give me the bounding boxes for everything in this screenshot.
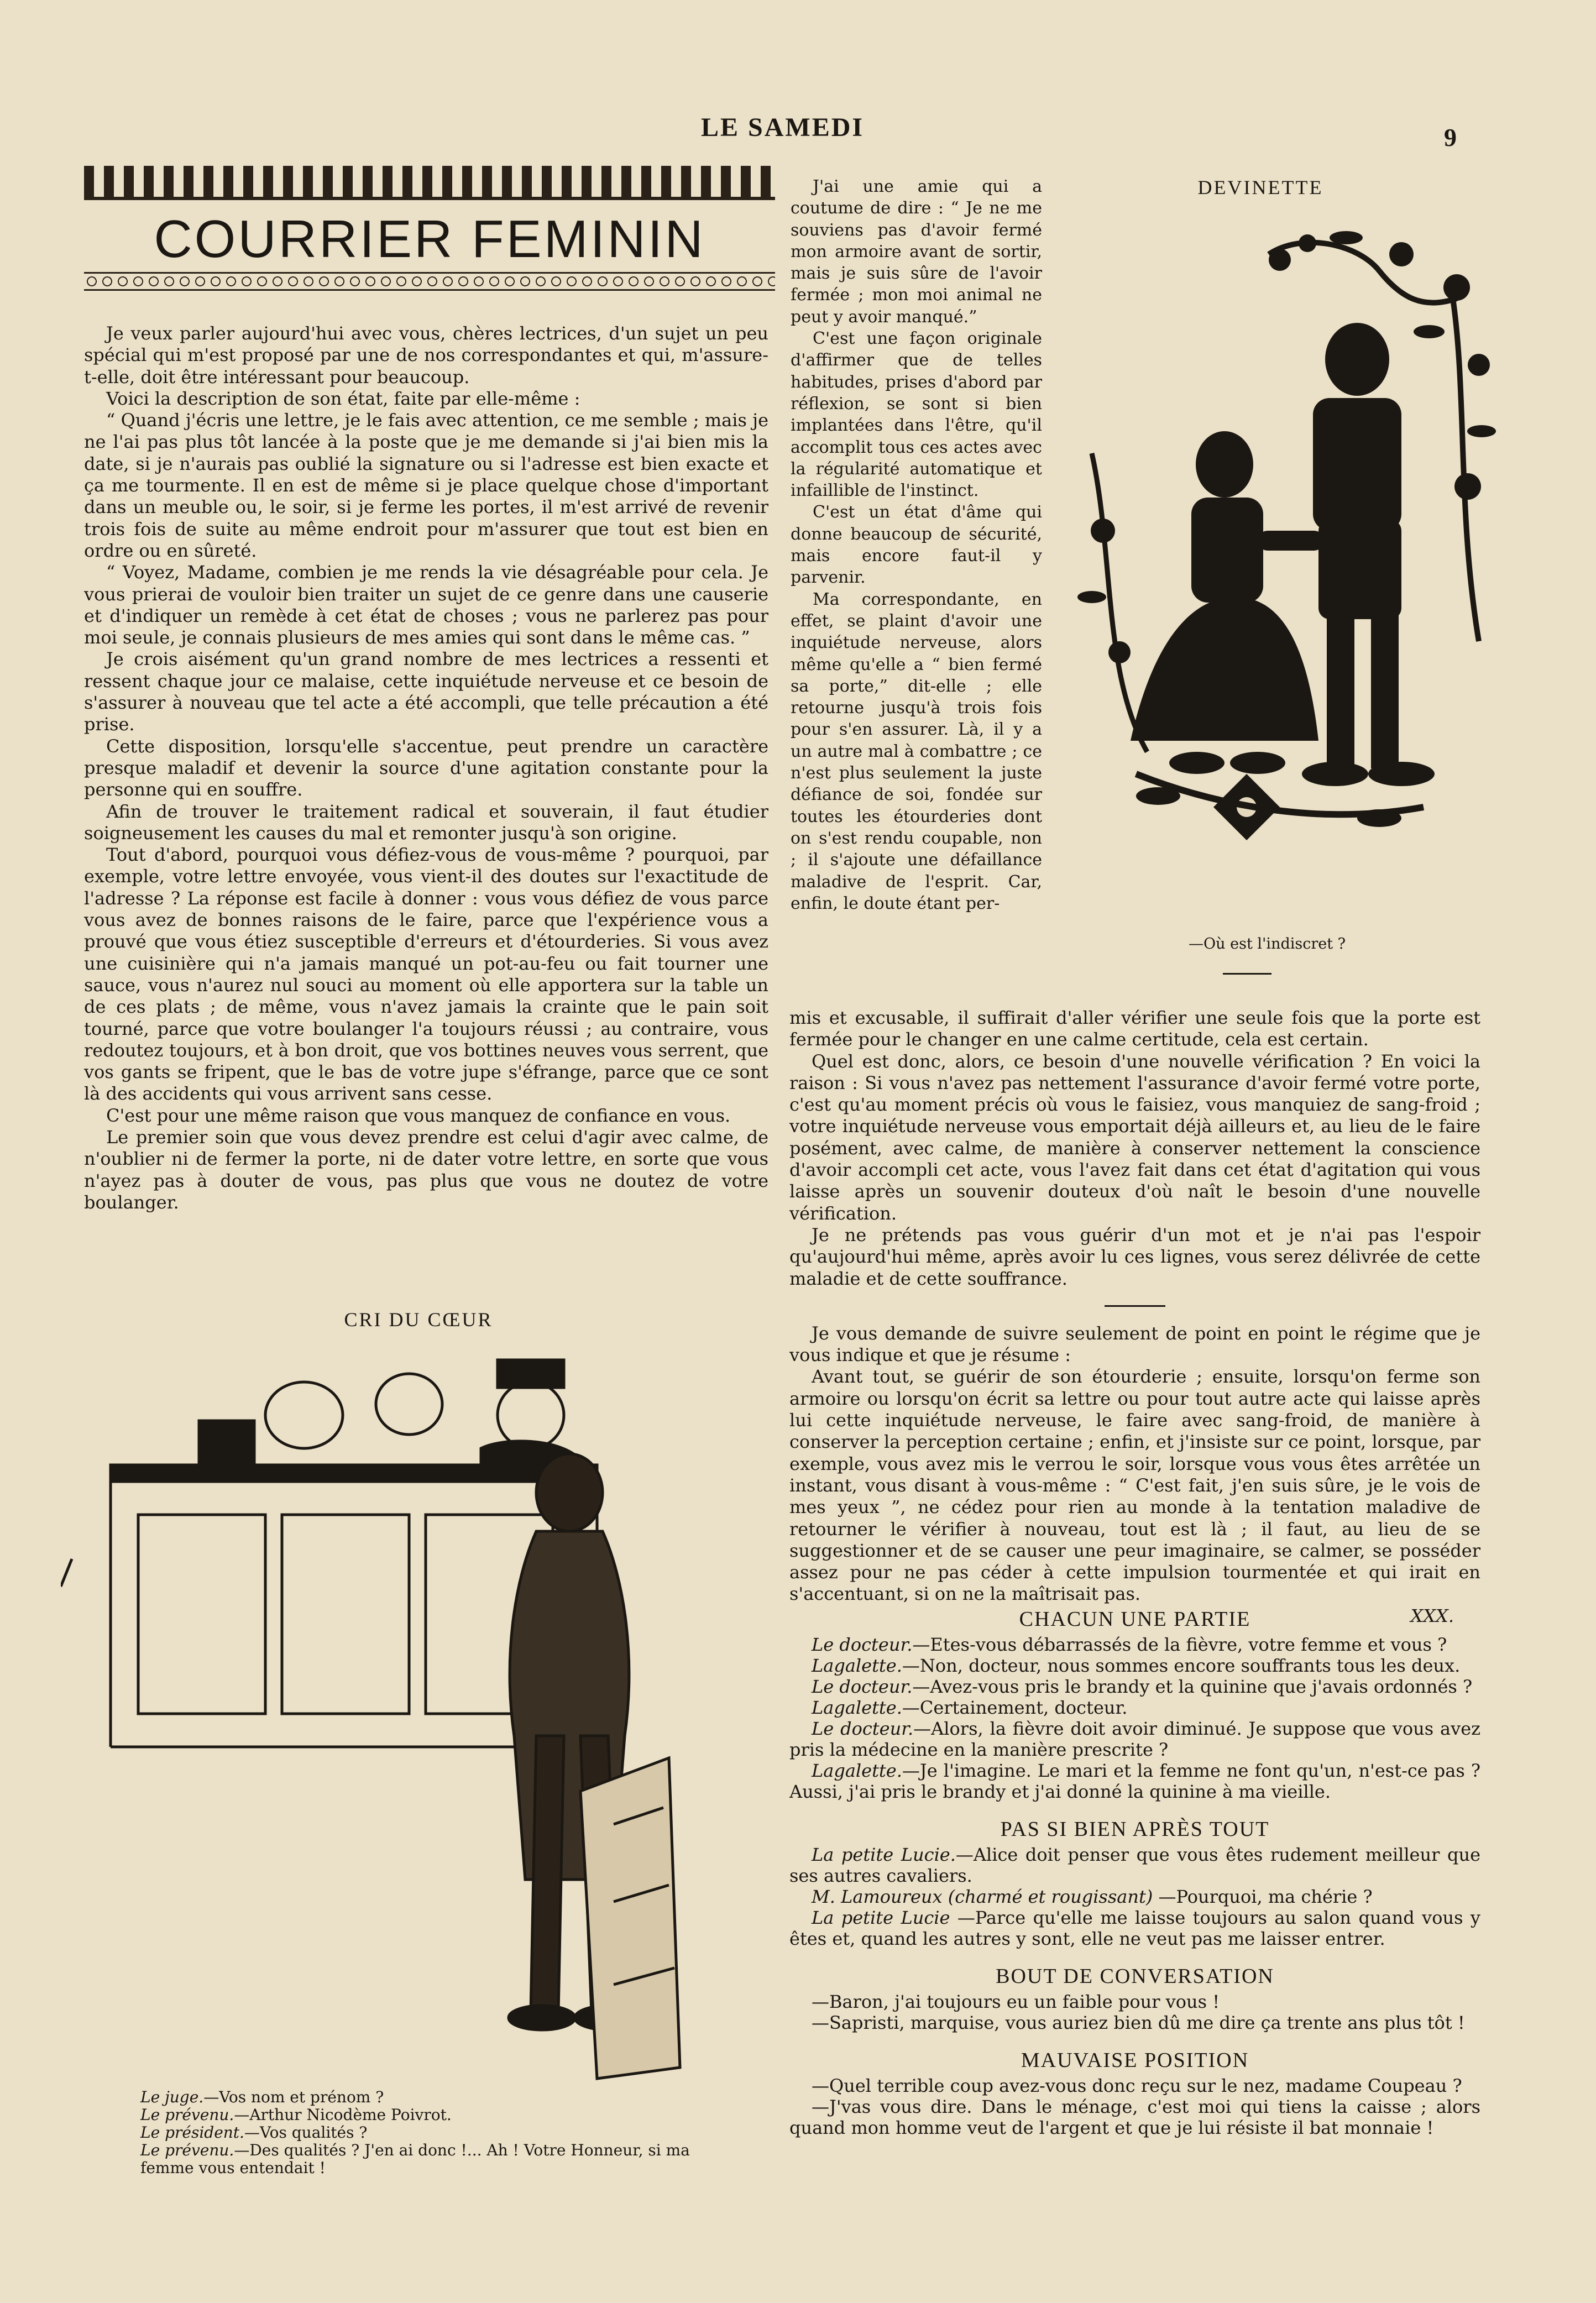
- paragraph: Voici la description de son état, faite par elle-même :: [106, 388, 580, 409]
- jokes-section: [789, 1609, 1480, 2138]
- paragraph: Je veux parler aujourd'hui avec vous, chères lectrices, d'un sujet un peu spécial qui m'est proposé par une de nos correspondantes et qui, m'assure-t-elle, doit être intéressant pour beaucoup.: [84, 323, 768, 388]
- speaker: Lagalette.: [812, 1655, 902, 1676]
- dialog-line: [789, 1844, 1480, 1886]
- dialog-line: [789, 1886, 1480, 1907]
- cri-dialogue: [140, 2089, 699, 2177]
- paragraph: Je vous demande de suivre seulement de point en point le régime que je vous indique et que je résume :: [789, 1322, 1480, 1366]
- line-text: —Certainement, docteur.: [902, 1697, 1128, 1718]
- dialog-line: [140, 2089, 699, 2106]
- devinette-heading: DEVINETTE: [1197, 176, 1323, 198]
- dialog-line: [140, 2124, 699, 2142]
- paragraph: Je crois aisément qu'un grand nombre de mes lectrices a ressenti et ressent chaque jour ce malaise, cette inquiétude nerveuse et ce besoin de s'assurer à nouveau que tel acte a été accompli, que telle précaution a été prise.: [84, 648, 768, 735]
- line-text: —Non, docteur, nous sommes encore souffrants tous les deux.: [902, 1655, 1461, 1676]
- article-right-column: [789, 1007, 1480, 1627]
- paragraph: C'est un état d'âme qui donne beaucoup de sécurité, mais encore faut-il y parvenir.: [791, 503, 1042, 588]
- speaker: Le prévenu.: [140, 2106, 234, 2124]
- line-text: —J'vas vous dire. Dans le ménage, c'est moi qui tiens la caisse ; alors quand mon homme veut de l'argent et que je lui résiste il bat monnaie !: [789, 2096, 1480, 2138]
- paragraph: Ma correspondante, en effet, se plaint d'avoir une inquiétude nerveuse, alors même qu'elle a “ bien fermé sa porte,” dit-elle ; elle retourne jusqu'à trois fois pour s'en assurer. Là, il y a un autre mal à combattre ; ce n'est plus seulement la juste défiance de soi, fondée sur toutes les étourderies dont on s'est rendu coupable, non ; il s'ajoute une défaillance maladive de l'esprit. Car, enfin, le doute étant per-: [791, 589, 1042, 913]
- paragraph: Afin de trouver le traitement radical et souverain, il faut étudier soigneusement les causes du mal et remonter jusqu'à son origine.: [84, 800, 768, 844]
- dialog-line: [789, 2012, 1480, 2033]
- line-text: —Quel terrible coup avez-vous donc reçu sur le nez, madame Coupeau ?: [812, 2075, 1462, 2096]
- title-ornament-top: [84, 166, 775, 200]
- paragraph: Cette disposition, lorsqu'elle s'accentue, peut prendre un caractère presque maladif et devenir la source d'une agitation constante pour la personne qui en souffre.: [84, 735, 768, 800]
- speaker: Le docteur.: [812, 1718, 914, 1739]
- speaker: M. Lamoureux (charmé et rougissant): [812, 1886, 1153, 1907]
- line-text: —Baron, j'ai toujours eu un faible pour vous !: [812, 1991, 1220, 2012]
- dialog-line: [789, 1760, 1480, 1802]
- line-text: —Vos nom et prénom ?: [203, 2088, 384, 2106]
- paragraph: Avant tout, se guérir de son étourderie ; ensuite, lorsqu'on ferme son armoire ou lorsqu'on écrit sa lettre ou pour tout autre acte qui laisse après lui cette inquiétude nerveuse, le faire avec sang-froid, de manière à conserver la perception certaine ; enfin, et j'insiste sur ce point, lorsque, par exemple, vous avez mis le verrou le soir, lorsque vous vous êtes arrêtée un instant, vous disant à vous-même : “ C'est fait, j'en suis sûre, je le vois de mes yeux ”, ne cédez pour rien au monde à la tentation maladive de retourner le vérifier à nouveau, tout est là ; il faut, au lieu de se suggestionner et de se causer une peur imaginaire, se calmer, se posséder assez pour ne pas céder à cette impulsion tourmentée et qui irait en s'accentuant, si on ne la maîtrisait pas.: [789, 1366, 1480, 1605]
- speaker: Lagalette.: [812, 1697, 902, 1718]
- paragraph: Quel est donc, alors, ce besoin d'une nouvelle vérification ? En voici la raison : Si vous n'avez pas nettement l'assurance d'avoir fermé votre porte, c'est qu'au moment précis où vous le faisiez, vous manquiez de sang-froid ; votre inquiétude nerveuse vous emportait déjà ailleurs et, au lieu de le faire posément, avec calme, de manière à conserver nettement la conscience d'avoir accompli cet acte, vous l'avez fait dans cet état d'agitation qui vous laisse après un souvenir douteux d'où naît le besoin d'une nouvelle vérification.: [789, 1050, 1480, 1224]
- line-text: —Alice doit penser que vous êtes rudement meilleur que ses autres cavaliers.: [789, 1844, 1481, 1886]
- joke-heading: BOUT DE CONVERSATION: [996, 1965, 1274, 1988]
- spacer: [789, 1290, 1480, 1323]
- paragraph: mis et excusable, il suffirait d'aller vérifier une seule fois que la porte est fermée pour le changer en une calme certitude, cela est certain.: [789, 1007, 1480, 1050]
- joke-heading: CHACUN UNE PARTIE: [1019, 1608, 1251, 1631]
- paragraph: “ Voyez, Madame, combien je me rends la vie désagréable pour cela. Je vous prierai de vouloir bien traiter un sujet de ce genre dans une causerie et d'indiquer un remède à cet état de choses ; vous ne parlerez pas pour moi seule, je connais plusieurs de mes amies qui sont dans le même cas. ”: [84, 562, 768, 648]
- paragraph: J'ai une amie qui a coutume de dire : “ Je ne me souviens pas d'avoir fermé mon armoire avant de sortir, mais je suis sûre de l'avoir fermée ; mon moi animal ne peut y avoir manqué.”: [791, 177, 1042, 327]
- running-title: LE SAMEDI: [701, 113, 865, 142]
- joke-heading: MAUVAISE POSITION: [1021, 2049, 1249, 2072]
- line-text: —Sapristi, marquise, vous auriez bien dû me dire ça trente ans plus tôt !: [812, 2012, 1465, 2033]
- dialog-line: [789, 1634, 1480, 1655]
- dialog-line: [789, 1655, 1480, 1676]
- dialog-line: [789, 2075, 1480, 2096]
- speaker: Lagalette.: [812, 1760, 902, 1781]
- devinette-caption: —Où est l'indiscret ?: [1189, 935, 1346, 952]
- joke-heading: PAS SI BIEN APRÈS TOUT: [1000, 1818, 1270, 1841]
- dialog-line: [140, 2106, 699, 2124]
- article-signature: XXX.: [1410, 1605, 1454, 1626]
- dialog-line: [789, 1907, 1480, 1949]
- dialog-line: [789, 1697, 1480, 1718]
- dialog-line: [140, 2142, 699, 2177]
- dialog-line: [789, 1718, 1480, 1760]
- speaker: Le juge.: [140, 2088, 204, 2106]
- paragraph: Je ne prétends pas vous guérir d'un mot et je n'ai pas l'espoir qu'aujourd'hui même, après avoir lu ces lignes, vous serez délivrée de cette maladie et de cette souffrance.: [789, 1224, 1480, 1289]
- line-text: —Parce qu'elle me laisse toujours au salon quand vous y êtes et, quand les autres y sont, elle ne veut pas me laisser entrer.: [789, 1907, 1480, 1949]
- article-title: COURRIER FEMININ: [154, 210, 705, 269]
- cri-heading: CRI DU CŒUR: [344, 1308, 493, 1331]
- paragraph: C'est une façon originale d'affirmer que de telles habitudes, prises d'abord par réflexion, se sont si bien implantées dans l'être, qu'il accomplit tous ces actes avec la régularité automatique et infaillible de l'instinct.: [791, 329, 1042, 501]
- page-number: 9: [1444, 123, 1457, 151]
- line-text: —Pourquoi, ma chérie ?: [1153, 1886, 1373, 1907]
- line-text: —Avez-vous pris le brandy et la quinine que j'avais ordonnés ?: [912, 1676, 1473, 1697]
- article-left-column: [84, 323, 768, 1213]
- speaker: Le prévenu.: [140, 2141, 234, 2159]
- cri-illustration: [61, 1349, 730, 2084]
- paragraph: C'est pour une même raison que vous manquez de confiance en vous.: [106, 1105, 731, 1126]
- devinette-divider: [1223, 973, 1271, 975]
- line-text: —Des qualités ? J'en ai donc !... Ah ! Votre Honneur, si ma femme vous entendait !: [140, 2141, 690, 2177]
- line-text: —Vos qualités ?: [244, 2123, 368, 2142]
- speaker: La petite Lucie: [812, 1907, 950, 1928]
- dialog-line: [789, 2096, 1480, 2138]
- paragraph: Tout d'abord, pourquoi vous défiez-vous de vous-même ? pourquoi, par exemple, votre lettre envoyée, vous vient-il des doutes sur l'exactitude de l'adresse ? La réponse est facile à donner : vous vous défiez de vous parce vous avez de bonnes raisons de le faire, parce que l'expérience vous a prouvé que vous étiez susceptible d'erreurs et d'étourderies. Si vous avez une cuisinière qui n'a jamais manqué un pot-au-feu ou fait tourner une sauce, vous n'aurez nul souci au moment où elle apportera sur la table un de ces plats ; de même, vous n'avez jamais la crainte que le pain soit tourné, parce que votre boulanger l'a toujours réussi ; au contraire, vous redoutez toujours, et à bon droit, que vos bottines neuves vous serrent, que vos gants se fripent, que le bas de votre jupe s'éfrange, parce que ce sont là des accidents qui vous arrivent sans cesse.: [84, 844, 768, 1105]
- paragraph: Le premier soin que vous devez prendre est celui d'agir avec calme, de n'oublier ni de fermer la porte, ni de dater votre lettre, en sorte que vous n'ayez pas à douter de vous, pas plus que vous ne doutez de votre boulanger.: [84, 1126, 768, 1213]
- title-ornament-bottom: [84, 272, 775, 291]
- speaker: La petite Lucie.: [812, 1844, 956, 1865]
- speaker: Le docteur.: [812, 1634, 913, 1655]
- speaker: Le président.: [140, 2123, 244, 2142]
- paragraph: “ Quand j'écris une lettre, je le fais avec attention, ce me semble ; mais je ne l'ai pas plus tôt lancée à la poste que je me demande si j'ai bien mis la date, si je n'aurais pas oublié la signature ou si l'adresse est bien exacte et ça me tourmente. Il en est de même si je place quelque chose d'important dans un meuble ou, le soir, si je ferme les portes, il m'est arrivé de revenir trois fois de suite au même endroit pour m'assurer que tout est bien en ordre ou en sûreté.: [84, 410, 768, 561]
- section-divider: [1105, 1305, 1165, 1307]
- speaker: Le docteur.: [812, 1676, 913, 1697]
- devinette-illustration: [1070, 221, 1506, 879]
- line-text: —Alors, la fièvre doit avoir diminué. Je suppose que vous avez pris la médecine en la manière prescrite ?: [789, 1718, 1481, 1760]
- dialog-line: [789, 1991, 1480, 2012]
- dialog-line: [789, 1676, 1480, 1697]
- line-text: —Etes-vous débarrassés de la fièvre, votre femme et vous ?: [912, 1634, 1447, 1655]
- line-text: —Arthur Nicodème Poivrot.: [234, 2106, 452, 2124]
- line-text: —Je l'imagine. Le mari et la femme ne font qu'un, n'est-ce pas ? Aussi, j'ai pris le brandy et j'ai donné la quinine à ma vieille.: [789, 1760, 1480, 1802]
- article-middle-column: [791, 176, 1042, 914]
